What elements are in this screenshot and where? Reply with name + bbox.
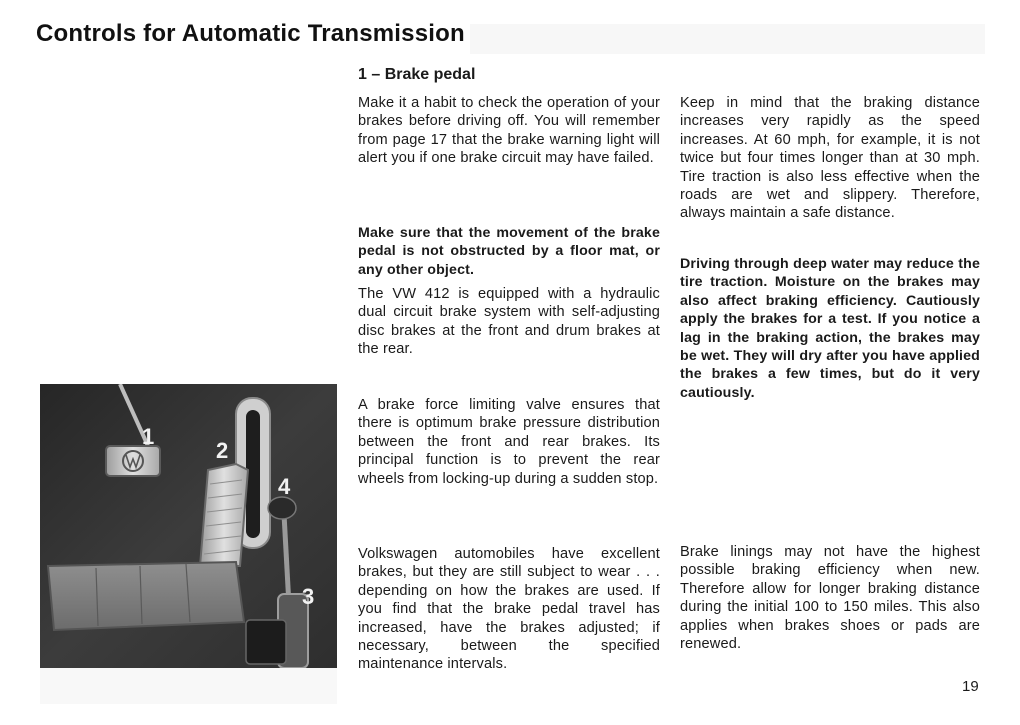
pedal-photo (40, 384, 337, 668)
mid-paragraph-2-text: The VW 412 is equipped with a hydraulic dual circuit brake system with self-adjusting disc brakes at the front and drum brakes at the rear. (358, 286, 660, 358)
photo-label-2: 2 (216, 438, 229, 463)
right-warning (680, 255, 980, 402)
mid-paragraph-3-text: A brake force limiting valve ensures that there is optimum brake pressure distribution between the front and rear brakes. Its principal function is to prevent the rear wheels from locking-up during a sudden stop. (358, 397, 660, 487)
accelerator-pedal (200, 464, 248, 566)
page-number: 19 (962, 678, 979, 695)
mid-warning-text: Make sure that the movement of the brake pedal is not obstructed by a floor mat, or any other object. (358, 225, 660, 278)
mid-paragraph-4-text: Volkswagen automobiles have excellent brakes, but they are still subject to wear . . . depending on how the brakes are used. If you find that the brake pedal travel has increased, have the brakes adjusted; if necessary, between the specified maintenance intervals. (358, 546, 660, 673)
gear-lever-knob (268, 497, 296, 519)
floor-mat (48, 562, 244, 630)
mid-paragraph-1 (358, 94, 660, 168)
title-band (470, 24, 985, 54)
mid-paragraph-3 (358, 396, 660, 488)
mid-paragraph-4 (358, 545, 660, 674)
right-warning-text: Driving through deep water may reduce the tire traction. Moisture on the brakes may also affect braking efficiency. Cautiously apply the brakes for a test. If you notice a lag in the braking action, the brakes may be wet. They will dry after you have applied the brakes a few times, but do it very cautiously. (680, 256, 980, 401)
section-heading: 1 – Brake pedal (358, 66, 476, 83)
photo-label-1: 1 (142, 424, 155, 449)
photo-bottom-band (40, 668, 337, 704)
mid-warning (358, 224, 660, 279)
console-base (246, 620, 286, 664)
page-title: Controls for Automatic Transmission (36, 20, 465, 47)
right-paragraph-1-text: Keep in mind that the braking distance increases very rapidly as the speed increases. At 60 mph, for example, it is not twice but four times longer than at 30 mph. Tire traction is also less effective when the roads are wet and slippery. Therefore, always maintain a safe distance. (680, 95, 980, 222)
mid-paragraph-1-text: Make it a habit to check the operation of your brakes before driving off. You will remember from page 17 that the brake warning light will alert you if one brake circuit may have failed. (358, 95, 660, 167)
photo-label-3: 3 (302, 584, 315, 609)
right-paragraph-2 (680, 543, 980, 653)
photo-label-4: 4 (278, 474, 291, 499)
pedal-photo-illustration (40, 384, 337, 668)
right-paragraph-1 (680, 94, 980, 223)
mid-paragraph-2 (358, 285, 660, 359)
right-paragraph-2-text: Brake linings may not have the highest possible braking efficiency when new. Therefore allow for longer braking distance during the initial 100 to 150 miles. This also applies when brakes shoes or pads are renewed. (680, 544, 980, 653)
